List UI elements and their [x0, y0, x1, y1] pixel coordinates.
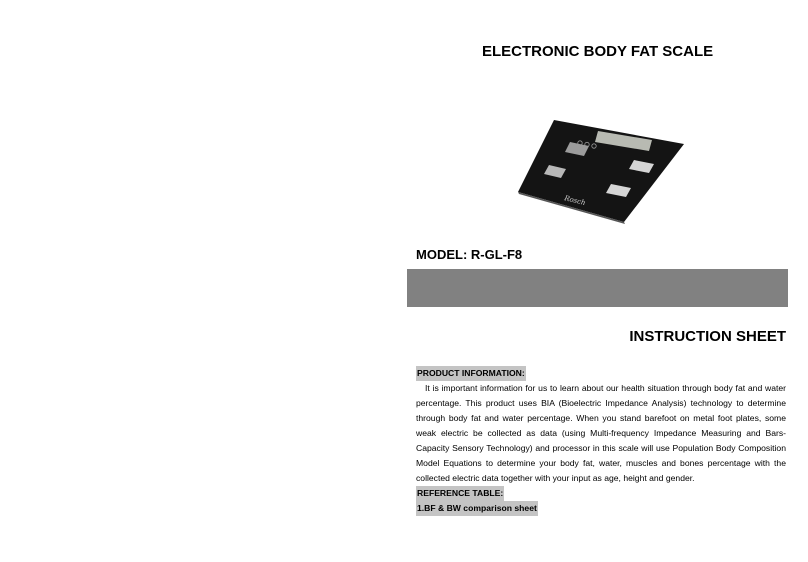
instruction-sheet-title: INSTRUCTION SHEET	[629, 328, 786, 345]
product-information-text: It is important information for us to learn about our health situation through body fat and water percentage. This product uses BIA (Bioelectric Impedance Analysis) technology to determine through body fat and water percentage. When you stand barefoot on metal foot plates, some weak electric be collected as data (using Multi-frequency Impedance Measuring and Bars-Capacity Sensory Technology) and processor in this scale will use Population Body Composition Model Equations to determine your body fat, water, muscles and bones percentage with the collected electric data together with your input as age, height and gender.	[416, 383, 786, 483]
document-title: ELECTRONIC BODY FAT SCALE	[482, 43, 714, 60]
reference-table-heading: REFERENCE TABLE:	[416, 486, 504, 501]
product-information-paragraph	[416, 381, 786, 486]
header-band	[407, 269, 788, 307]
reference-item-1: 1.BF & BW comparison sheet	[416, 501, 538, 516]
brand-logo: Rosch	[563, 194, 587, 208]
scale-image	[516, 116, 688, 226]
product-information-section	[416, 366, 786, 516]
product-information-heading: PRODUCT INFORMATION:	[416, 366, 526, 381]
model-number: MODEL: R-GL-F8	[416, 247, 523, 262]
